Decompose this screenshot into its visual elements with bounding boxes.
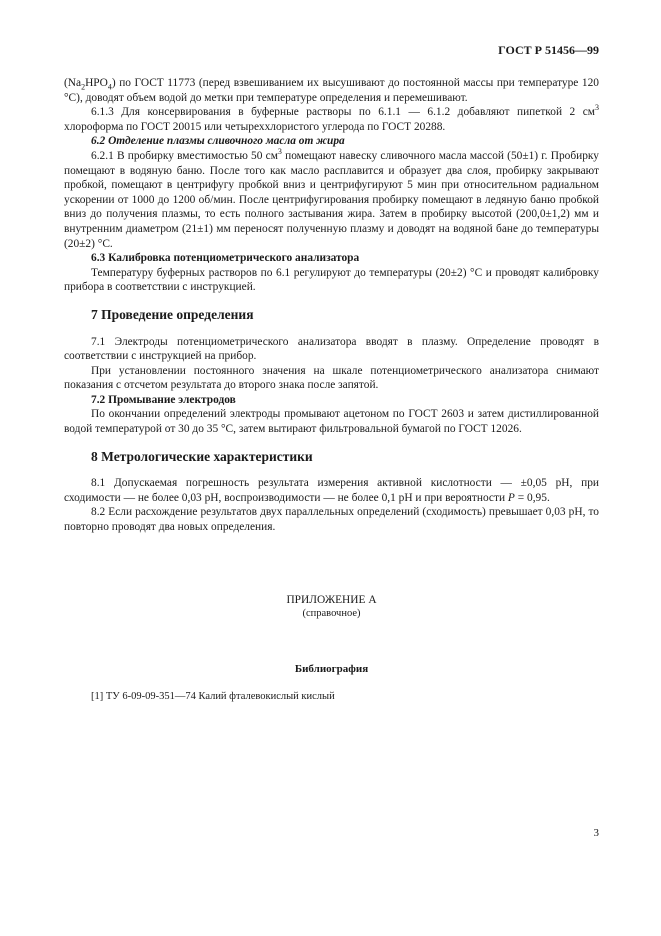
document-body <box>64 76 599 705</box>
paragraph-8-1: 8.1 Допускаемая погрешность результата измерения активной кислотности — ±0,05 pH, при сходимости — не более 0,03 pH, воспроизводимости — не более 0,1 pH и при вероятности P = 0,95. <box>64 477 599 504</box>
appendix-heading <box>64 593 599 622</box>
paragraph-6-1-3: 6.1.3 Для консервирования в буферные растворы по 6.1.1 — 6.1.2 добавляют пипеткой 2 $см^3$ хлороформа по ГОСТ 20015 или четыреххлористого углерода по ГОСТ 20288. <box>64 103 599 133</box>
appendix-note: (справочное) <box>302 608 361 620</box>
paragraph-7-1: 7.1 Электроды потенциометрического анализатора вводят в плазму. Определение проводят в соответствии с инструкцией на прибор. <box>64 335 599 363</box>
paragraph-6-3: Температуру буферных растворов по 6.1 регулируют до температуры (20±2) °С и проводят калибровку прибора в соответствии с инструкцией. <box>64 266 599 294</box>
paragraph-buffer-continuation: $(Na_2HPO_4)$ по ГОСТ 11773 (перед взвешиванием их высушивают до постоянной массы при температуре 120 °С), доводят объем водой до метки при температуре определения и перемешивают. <box>64 77 599 104</box>
paragraph-8-2: 8.2 Если расхождение результатов двух параллельных определений (сходимость) превышает 0,03 pH, то повторно проводят два новых определения. <box>64 506 599 534</box>
paragraph-6-2-1: 6.2.1 В пробирку вместимостью 50 $см^3$ помещают навеску сливочного масла массой (50±1) г. Пробирку помещают в водяную баню. После того как масло расплавится и образует два слоя, пробирку закрывают пробкой, помещают в центрифугу пробкой вниз и центрифугируют 5 мин при относительном радиальном ускорении от 1000 до 1200 об/мин. После центрифугирования пробирку помещают в ледяную баню пробкой вниз до получения плазмы, то есть полного застывания жира. Затем в пробирку высотой (200,0±1,2) мм и внутренним диаметром (21±1) мм переносят полученную плазму и доводят на водяной бане до температуры (20±2) °С. <box>64 147 599 250</box>
paragraph-7-1-reading: При установлении постоянного значения на шкале потенциометрического анализатора снимают показания с отсчетом результата до второго знака после запятой. <box>64 364 599 392</box>
paragraph-7-2: По окончании определений электроды промывают ацетоном по ГОСТ 2603 и затем дистиллированной водой температурой от 30 до 35 °С, затем вытирают фильтровальной бумагой по ГОСТ 12026. <box>64 408 599 436</box>
section-title-8: 8 Метрологические характеристики <box>91 448 313 464</box>
subsection-title-6-3: 6.3 Калибровка потенциометрического анализатора <box>91 252 360 265</box>
subsection-title-6-2: 6.2 Отделение плазмы сливочного масла от жира <box>91 135 345 148</box>
page-number: 3 <box>593 827 599 839</box>
subsection-title-7-2: 7.2 Промывание электродов <box>91 393 236 406</box>
bibliography-title: Библиография <box>294 662 369 675</box>
appendix-title: ПРИЛОЖЕНИЕ А <box>286 593 377 606</box>
document-header: ГОСТ Р 51456—99 <box>498 43 599 57</box>
section-title-7: 7 Проведение определения <box>91 306 254 322</box>
bibliography-item: [1] ТУ 6-09-09-351—74 Калий фталевокислый кислый <box>91 691 335 703</box>
